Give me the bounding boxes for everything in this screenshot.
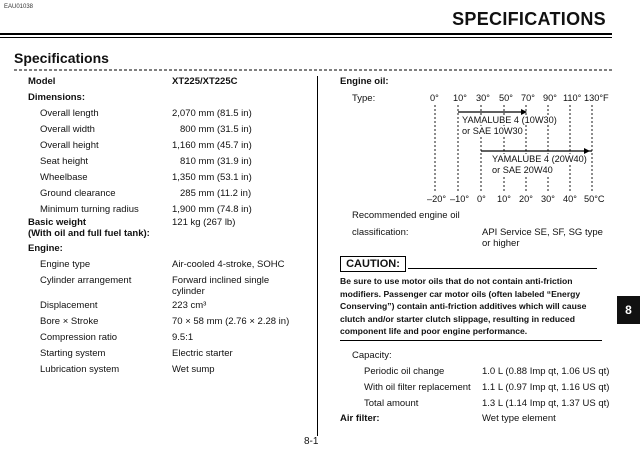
air-filter-value: Wet type element xyxy=(482,413,556,424)
oil-spec-2: YAMALUBE 4 (20W40) xyxy=(492,154,587,164)
engine-label: Lubrication system xyxy=(40,364,120,375)
c-tick: 30° xyxy=(541,194,555,204)
engine-heading: Engine: xyxy=(28,243,63,254)
engine-oil-heading: Engine oil: xyxy=(340,76,389,87)
c-tick: –10° xyxy=(450,194,470,204)
basic-weight-value: 121 kg (267 lb) xyxy=(172,217,236,228)
classification-value-cont: or higher xyxy=(482,238,520,249)
c-tick: 0° xyxy=(477,194,486,204)
basic-weight-label: Basic weight xyxy=(28,217,87,228)
engine-value: 70 × 58 mm (2.76 × 2.28 in) xyxy=(172,316,290,327)
page-header-title: SPECIFICATIONS xyxy=(452,9,606,29)
dimensions-heading: Dimensions: xyxy=(28,92,86,103)
capacity-value: 1.0 L (0.88 Imp qt, 1.06 US qt) xyxy=(482,366,610,377)
engine-value: Electric starter xyxy=(172,348,233,359)
engine-value: Air-cooled 4-stroke, SOHC xyxy=(172,259,285,270)
caution-title: CAUTION: xyxy=(340,256,406,272)
engine-label: Compression ratio xyxy=(40,332,118,343)
engine-value-cont: cylinder xyxy=(172,286,205,297)
engine-label: Bore × Stroke xyxy=(40,316,99,327)
document-code: EAU01038 xyxy=(4,4,34,10)
f-tick: 110° xyxy=(563,93,582,103)
f-tick: 130°F xyxy=(584,93,609,103)
caution-end-rule xyxy=(340,340,602,341)
capacity-label: Total amount xyxy=(364,398,419,409)
dim-label: Overall length xyxy=(40,108,99,119)
dim-label: Ground clearance xyxy=(40,188,116,199)
capacity-label: With oil filter replacement xyxy=(364,382,471,393)
basic-weight-sublabel: (With oil and full fuel tank): xyxy=(28,228,150,239)
engine-value: Wet sump xyxy=(172,364,215,375)
f-tick: 90° xyxy=(543,93,557,103)
section-title: Specifications xyxy=(14,50,109,66)
capacity-heading: Capacity: xyxy=(352,350,392,361)
recommended-oil-label: Recommended engine oil xyxy=(352,210,460,221)
capacity-value: 1.3 L (1.14 Imp qt, 1.37 US qt) xyxy=(482,398,610,409)
engine-value: 223 cm³ xyxy=(172,300,207,311)
f-tick: 30° xyxy=(476,93,490,103)
c-tick: 20° xyxy=(519,194,533,204)
dim-label: Wheelbase xyxy=(40,172,88,183)
engine-label: Cylinder arrangement xyxy=(40,275,132,286)
chapter-tab: 8 xyxy=(617,296,640,324)
classification-value: API Service SE, SF, SG type xyxy=(482,227,603,238)
dim-value: 1,350 mm (53.1 in) xyxy=(172,172,252,183)
engine-label: Engine type xyxy=(40,259,91,270)
dim-label: Overall height xyxy=(40,140,99,151)
caution-text: Be sure to use motor oils that do not contain anti-friction modifiers. Passenger car motor oils (often labeled “Energy Conserving”) contain anti-friction additives which will cause clutch and/or starter clutch slippage, resulting in reduced component life and poor engine performance. xyxy=(340,276,587,337)
dim-value: 285 mm (11.2 in) xyxy=(180,188,252,199)
dim-label: Overall width xyxy=(40,124,95,135)
engine-label: Displacement xyxy=(40,300,98,311)
c-tick: –20° xyxy=(427,194,447,204)
dim-value: 810 mm (31.9 in) xyxy=(180,156,252,167)
f-tick: 0° xyxy=(430,93,439,103)
oil-spec-1: YAMALUBE 4 (10W30) xyxy=(462,115,557,125)
model-value: XT225/XT225C xyxy=(172,76,238,87)
dim-value: 1,900 mm (74.8 in) xyxy=(172,204,252,215)
model-label: Model xyxy=(28,76,56,87)
c-tick: 10° xyxy=(497,194,511,204)
dim-label: Seat height xyxy=(40,156,89,167)
dim-value: 2,070 mm (81.5 in) xyxy=(172,108,252,119)
capacity-value: 1.1 L (0.97 Imp qt, 1.16 US qt) xyxy=(482,382,610,393)
oil-spec-2-alt: or SAE 20W40 xyxy=(492,165,553,175)
oil-type-label: Type: xyxy=(352,93,376,104)
dim-value: 1,160 mm (45.7 in) xyxy=(172,140,252,151)
dim-label: Minimum turning radius xyxy=(40,204,139,215)
oil-spec-1-alt: or SAE 10W30 xyxy=(462,126,523,136)
f-tick: 10° xyxy=(453,93,467,103)
c-tick: 50°C xyxy=(584,194,605,204)
f-tick: 70° xyxy=(521,93,535,103)
caution-rule xyxy=(408,268,597,269)
classification-label: classification: xyxy=(352,227,409,238)
engine-value: 9.5:1 xyxy=(172,332,194,343)
page-number: 8-1 xyxy=(304,436,319,447)
f-tick: 50° xyxy=(499,93,513,103)
capacity-label: Periodic oil change xyxy=(364,366,445,377)
c-tick: 40° xyxy=(563,194,577,204)
engine-value: Forward inclined single xyxy=(172,275,270,286)
dim-value: 800 mm (31.5 in) xyxy=(180,124,252,135)
air-filter-label: Air filter: xyxy=(340,413,380,424)
engine-label: Starting system xyxy=(40,348,106,359)
